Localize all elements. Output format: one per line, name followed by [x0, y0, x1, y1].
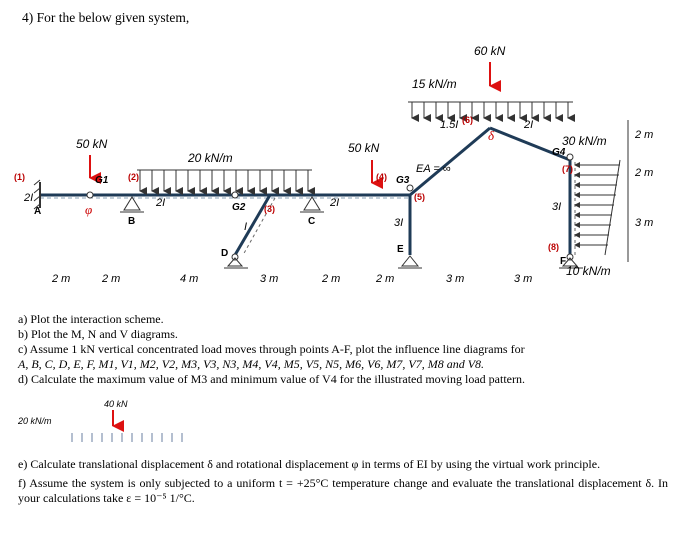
label-D: D — [221, 248, 229, 259]
dim-v-1: 2 m — [635, 129, 654, 141]
ei-3I-a: 3I — [394, 217, 404, 229]
hinge-G4 — [567, 154, 573, 160]
ei-15I: 1.5I — [440, 119, 459, 131]
question-c2: A, B, C, D, E, F, M1, V1, M2, V2, M3, V3, N3, M4, V4, M5, V5, N5, M6, V6, M7, V7, M8 and V8. — [18, 357, 485, 371]
support-A — [34, 180, 40, 209]
dist-load-top — [408, 102, 573, 118]
dim-h-7: 3 m — [446, 273, 465, 285]
problem-title: 4) For the below given system, — [22, 10, 190, 25]
hinge-G2 — [232, 192, 238, 198]
question-c1: c) Assume 1 kN vertical concentrated load moves through points A-F, plot the influence line diagrams for — [18, 342, 525, 356]
member-4: (4) — [376, 172, 387, 182]
support-C — [300, 197, 324, 212]
dim-h-6: 2 m — [376, 273, 395, 285]
dist-load-right — [575, 160, 620, 255]
ei-2I-a: 2I — [24, 192, 34, 204]
dim-h-2: 2 m — [102, 273, 121, 285]
label-left-dist: 20 kN/m — [188, 151, 233, 165]
moving-load-pattern — [0, 398, 220, 448]
label-B: B — [128, 216, 136, 227]
label-right-dist-top: 30 kN/m — [562, 134, 607, 148]
label-C: C — [308, 216, 316, 227]
label-E: E — [397, 244, 404, 255]
member-8: (8) — [548, 242, 559, 252]
label-G3: G3 — [396, 175, 410, 186]
moving-dist-arrows — [72, 433, 182, 442]
label-top-dist: 15 kN/m — [412, 77, 457, 91]
hinge-G1 — [87, 192, 93, 198]
delta-symbol: δ — [488, 128, 495, 143]
ei-I: I — [244, 221, 248, 233]
label-A: A — [34, 206, 42, 217]
label-F: F — [560, 256, 567, 267]
upper-frame — [410, 128, 575, 255]
dim-h-5: 2 m — [322, 273, 341, 285]
member-2: (2) — [128, 172, 139, 182]
support-E — [398, 256, 422, 268]
label-top-point: 60 kN — [474, 44, 506, 58]
dist-load-left — [137, 170, 312, 191]
dim-h-3: 4 m — [180, 273, 199, 285]
question-d: d) Calculate the maximum value of M3 and minimum value of V4 for the illustrated moving load pattern. — [18, 372, 525, 386]
ei-2I-c: 2I — [330, 197, 340, 209]
dim-h-4: 3 m — [260, 273, 279, 285]
dim-h-1: 2 m — [52, 273, 71, 285]
label-G4: G4 — [552, 147, 566, 158]
ei-2I-d: 2I — [524, 119, 534, 131]
main-beam — [40, 195, 410, 198]
question-a: a) Plot the interaction scheme. — [18, 312, 164, 326]
question-e: e) Calculate translational displacement δ and rotational displacement φ in terms of EI by using the virtual work principle. — [18, 457, 601, 471]
member-5: (5) — [414, 192, 425, 202]
questions-bottom — [18, 457, 668, 506]
dim-v-3: 3 m — [635, 217, 654, 229]
question-f: f) Assume the system is only subjected to a uniform t = +25°C temperature change and evaluate the translational displacement δ. In your calculations take ε = 10⁻⁵ 1/°C. — [18, 476, 668, 505]
label-mid-point: 50 kN — [348, 141, 380, 155]
label-G1: G1 — [95, 175, 109, 186]
dim-h-8: 3 m — [514, 273, 533, 285]
label-left-point: 50 kN — [76, 137, 108, 151]
member-7: (7) — [562, 164, 573, 174]
questions-top — [18, 312, 668, 387]
phi-symbol: φ — [85, 202, 93, 217]
dim-v-2: 2 m — [635, 167, 654, 179]
support-B — [120, 197, 144, 212]
moving-dist-label: 20 kN/m — [18, 416, 52, 426]
ei-3I-b: 3I — [552, 201, 562, 213]
member-6: (6) — [462, 115, 473, 125]
moving-point-label: 40 kN — [104, 399, 128, 409]
question-b: b) Plot the M, N and V diagrams. — [18, 327, 178, 341]
member-1: (1) — [14, 172, 25, 182]
member-3: (3) — [264, 204, 275, 214]
ei-2I-b: 2I — [156, 197, 166, 209]
label-right-dist-bot: 10 kN/m — [566, 264, 611, 278]
label-G2: G2 — [232, 202, 246, 213]
axial-rigid: EA = ∞ — [416, 163, 451, 175]
